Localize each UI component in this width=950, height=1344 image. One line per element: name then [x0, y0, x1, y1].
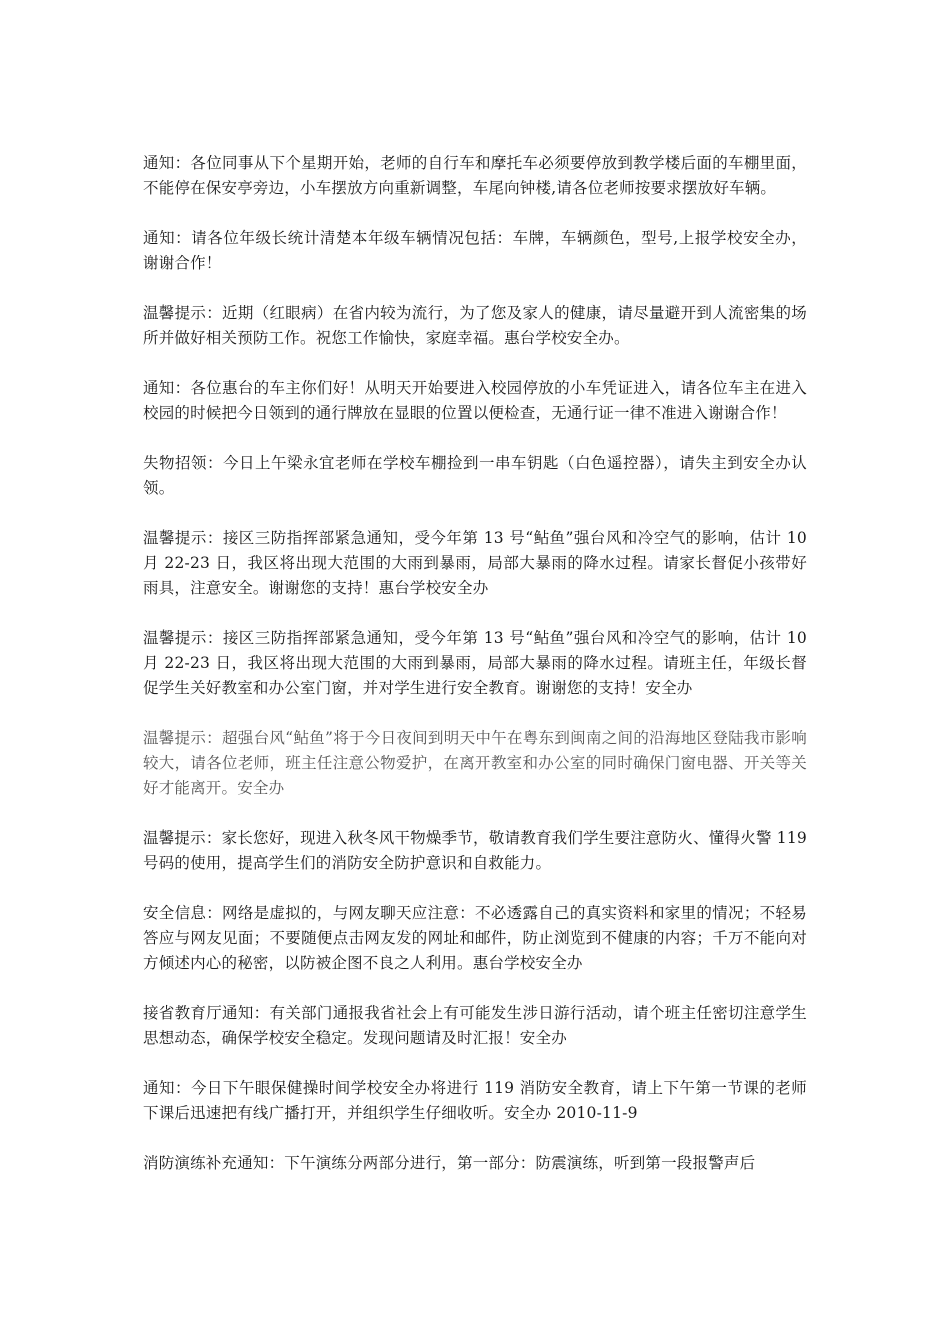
tip-typhoon-parents: 温馨提示：接区三防指挥部紧急通知，受今年第 13 号“鲇鱼”强台风和冷空气的影响，估计 10 月 22-23 日，我区将出现大范围的大雨到暴雨，局部大暴雨的降水过程。请家长督促小孩带好雨具，注意安全。谢谢您的支持！惠台学校安全办 [143, 529, 807, 597]
document-page [143, 151, 807, 1201]
notice-car-pass: 通知：各位惠台的车主你们好！从明天开始要进入校园停放的小车凭证进入，请各位车主在进入校园的时候把今日领到的通行牌放在显眼的位置以便检查，无通行证一律不准进入谢谢合作！ [143, 379, 807, 422]
lost-and-found: 失物招领：今日上午梁永宜老师在学校车棚捡到一串车钥匙（白色遥控器），请失主到安全办认领。 [143, 454, 807, 497]
notice-fire-education: 通知：今日下午眼保健操时间学校安全办将进行 119 消防安全教育，请上下午第一节课的老师下课后迅速把有线广播打开，并组织学生仔细收听。安全办 2010-11-9 [143, 1079, 807, 1122]
notice-bicycle-parking: 通知：各位同事从下个星期开始，老师的自行车和摩托车必须要停放到教学楼后面的车棚里面，不能停在保安亭旁边，小车摆放方向重新调整，车尾向钟楼,请各位老师按要求摆放好车辆。 [143, 154, 807, 197]
info-internet-safety: 安全信息：网络是虚拟的，与网友聊天应注意：不必透露自己的真实资料和家里的情况；不轻易答应与网友见面；不要随便点击网友发的网址和邮件，防止浏览到不健康的内容；千万不能向对方倾述内心的秘密，以防被企图不良之人利用。惠台学校安全办 [143, 904, 807, 972]
tip-typhoon-teachers: 温馨提示：接区三防指挥部紧急通知，受今年第 13 号“鲇鱼”强台风和冷空气的影响，估计 10 月 22-23 日，我区将出现大范围的大雨到暴雨，局部大暴雨的降水过程。请班主任，年级长督促学生关好教室和办公室门窗，并对学生进行安全教育。谢谢您的支持！安全办 [143, 629, 807, 697]
notice-education-dept: 接省教育厅通知：有关部门通报我省社会上有可能发生涉日游行活动，请个班主任密切注意学生思想动态，确保学校安全稳定。发现问题请及时汇报！安全办 [143, 1004, 807, 1047]
tip-pink-eye: 温馨提示：近期（红眼病）在省内较为流行，为了您及家人的健康，请尽量避开到人流密集的场所并做好相关预防工作。祝您工作愉快，家庭幸福。惠台学校安全办。 [143, 304, 807, 347]
tip-super-typhoon: 温馨提示：超强台风“鲇鱼”将于今日夜间到明天中午在粤东到闽南之间的沿海地区登陆我市影响较大，请各位老师，班主任注意公物爱护，在离开教室和办公室的同时确保门窗电器、开关等关好才能离开。安全办 [143, 729, 807, 797]
tip-fire-safety: 温馨提示：家长您好，现进入秋冬风干物燥季节，敬请教育我们学生要注意防火、懂得火警 119 号码的使用，提高学生们的消防安全防护意识和自救能力。 [143, 829, 807, 872]
notice-fire-drill: 消防演练补充通知：下午演练分两部分进行，第一部分：防震演练，听到第一段报警声后 [143, 1154, 756, 1172]
notice-vehicle-statistics: 通知：请各位年级长统计清楚本年级车辆情况包括：车牌，车辆颜色，型号,上报学校安全办，谢谢合作！ [143, 229, 807, 272]
